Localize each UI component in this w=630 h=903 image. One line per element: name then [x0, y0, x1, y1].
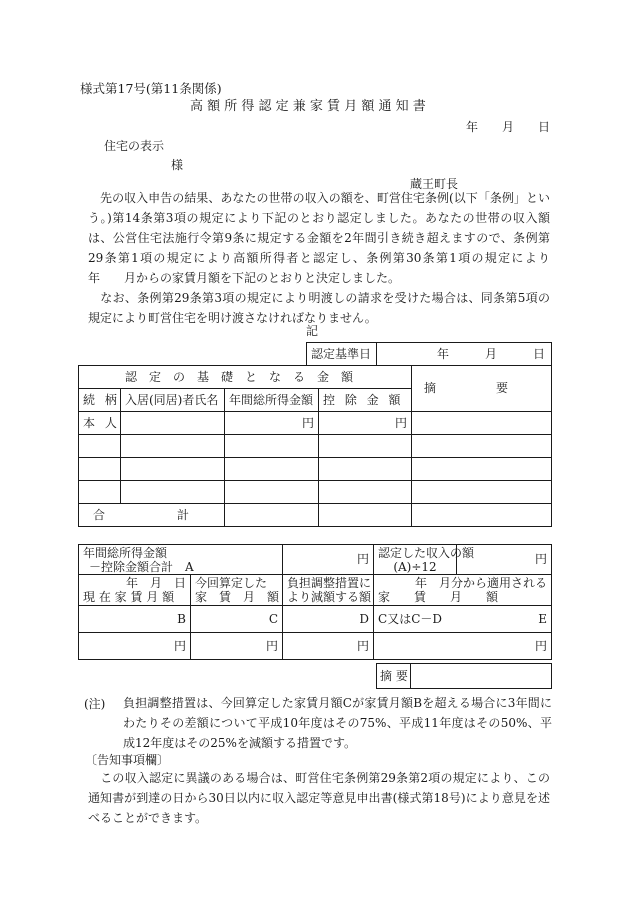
current-rent-value: 円: [79, 633, 191, 660]
formula-cell: [374, 606, 552, 633]
name-cell: [121, 412, 225, 435]
mark-e: E: [538, 611, 547, 626]
remarks-cell: [412, 412, 552, 435]
body-paragraph-2-text: なお、条例第29条第3項の規定により明渡しの請求を受けた場合は、同条第5項の規定により町営住宅を明け渡さなければなりません。: [88, 291, 550, 325]
net-income-value: 円: [283, 545, 374, 575]
criteria-date-table: [306, 342, 552, 366]
reduction-header-line2: より減額する額: [287, 590, 372, 604]
note-text: 負担調整措置は、今回算定した家賃月額Cが家賃月額Bを超える場合に3年間にわたりその差額について平成10年度はその75%、平成11年度はその50%、平成12年度はその25%を減額する措置です。: [123, 696, 552, 750]
issue-date: 年 月 日: [466, 120, 551, 134]
issuer: 蔵王町長: [410, 177, 459, 191]
addressee-suffix: 様: [171, 158, 184, 172]
computed-rent-header: [191, 575, 283, 606]
table-row: [79, 458, 552, 481]
reduction-header: [283, 575, 374, 606]
self-label: 本 人: [79, 412, 121, 435]
total-row: [79, 504, 552, 527]
document-title: 高 額 所 得 認 定 兼 家 賃 月 額 通 知 書: [190, 99, 426, 114]
net-income-label-line2: －控除金額合計 A: [89, 559, 194, 574]
applied-rent-value: 円: [374, 633, 552, 660]
total-remarks-cell: [412, 504, 552, 527]
computed-rent-value: 円: [191, 633, 283, 660]
table-row: [79, 412, 552, 435]
deduction-cell: 円: [319, 412, 412, 435]
col-deduction: 控 除 金 額: [319, 389, 412, 412]
computed-rent-header-line1: 今回算定した: [195, 576, 268, 590]
body-paragraph-1: [88, 188, 599, 288]
recognized-income-label-line1: 認定した収入の額: [378, 545, 475, 560]
remarks-header: 摘 要: [412, 366, 552, 412]
reduction-header-line1: 負担調整措置に: [287, 576, 372, 590]
bottom-remarks-value: [411, 664, 552, 689]
ki-mark: 記: [306, 324, 319, 338]
applied-rent-header: [374, 575, 552, 606]
mark-b: B: [79, 606, 191, 633]
criteria-date-label: 認定基準日: [307, 343, 377, 366]
notice-paragraph: [88, 768, 550, 828]
bottom-remarks-table: [376, 663, 552, 689]
notice-header: 〔告知事項欄〕: [85, 753, 170, 767]
recognized-income-label-line2: (A)÷12: [393, 559, 437, 574]
note-label: (注): [84, 697, 106, 711]
net-income-label: [79, 545, 283, 575]
form-number: 様式第17号(第11条関係): [80, 81, 222, 96]
table-row: [79, 481, 552, 504]
table-row: [79, 435, 552, 458]
applied-rent-header-line1: 年 月分から適用される: [414, 576, 547, 590]
recognized-income-value: 円: [457, 545, 552, 575]
current-rent-header: [79, 575, 191, 606]
income-cell: 円: [225, 412, 319, 435]
mark-c: C: [191, 606, 283, 633]
total-income-cell: [225, 504, 319, 527]
mark-d: D: [283, 606, 374, 633]
current-rent-header-line2: 現 在 家 賃 月 額: [83, 590, 175, 604]
basis-table: [78, 365, 552, 527]
body-paragraph-1-text: 先の収入申告の結果、あなたの世帯の収入の額を、町営住宅条例(以下「条例」という。)第14条第3項の規定により下記のとおり認定しました。あなたの世帯の収入額は、公営住宅法施行令第9条に規定する金額を2年間引き続き超えますので、条例第29条第1項の規定により高額所得者と認定し、条例第30条第1項の規定により 年 月からの家賃月額を下記のとおりと決定しました。: [88, 191, 599, 285]
col-income: 年間総所得金額: [225, 389, 319, 412]
housing-label: 住宅の表示: [104, 139, 165, 153]
criteria-date-value: 年 月 日: [377, 343, 552, 366]
total-label: 合 計: [79, 504, 225, 527]
total-deduction-cell: [319, 504, 412, 527]
bottom-remarks-label: 摘 要: [377, 664, 411, 689]
mark-formula: C又はC－D: [378, 611, 443, 626]
reduction-value: 円: [283, 633, 374, 660]
net-income-label-line1: 年間総所得金額: [83, 545, 168, 560]
body-paragraph-2: [88, 288, 550, 328]
col-relation: 続 柄: [79, 389, 121, 412]
current-rent-header-line1: 年 月 日: [125, 576, 186, 590]
applied-rent-header-line2: 家 賃 月 額: [378, 590, 499, 604]
recognized-income-label: [374, 545, 475, 575]
rent-table: [78, 544, 552, 660]
basis-header: 認定の基礎となる金額: [79, 366, 412, 389]
notice-text: この収入認定に異議のある場合は、町営住宅条例第29条第2項の規定により、この通知書が到達の日から30日以内に収入認定等意見申出書(様式第18号)により意見を述べることができます。: [88, 771, 550, 825]
col-name: 入居(同居)者氏名: [121, 389, 225, 412]
computed-rent-header-line2: 家 賃 月 額: [195, 590, 280, 604]
